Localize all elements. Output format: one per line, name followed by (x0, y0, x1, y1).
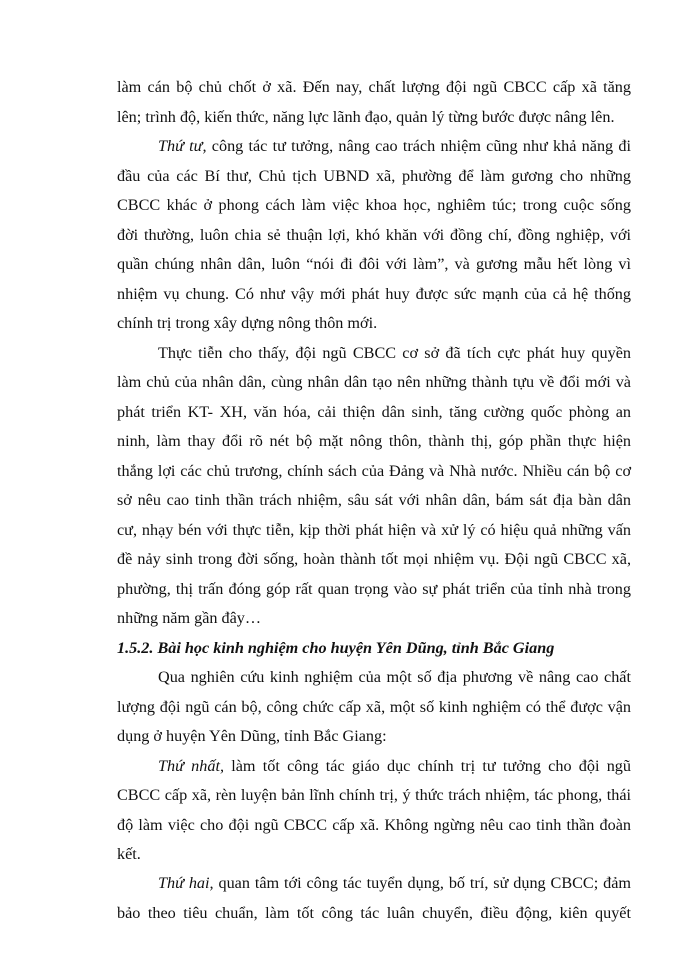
line-text: cư, nhạy bén với thực tiễn, kịp thời phát hiện và xử lý có hiệu quả những vấn (117, 521, 631, 539)
text-line (158, 873, 631, 893)
line-text: lên; trình độ, kiến thức, năng lực lãnh đạo, quản lý từng bước được nâng lên. (117, 108, 615, 126)
text-line (117, 284, 631, 304)
text-line (117, 313, 631, 333)
line-text: đầu của các Bí thư, Chủ tịch UBND xã, phường để làm gương cho những (117, 167, 631, 185)
heading-text: 1.5.2. Bài học kinh nghiệm cho huyện Yên Dũng, tỉnh Bắc Giang (117, 639, 555, 657)
text-line (117, 697, 631, 717)
text-line (117, 225, 631, 245)
text-line (117, 372, 631, 392)
text-line (158, 343, 631, 363)
line-emphasis: Thứ tư, (158, 137, 207, 155)
text-line (117, 461, 631, 481)
line-text: độ làm việc cho đội ngũ CBCC cấp xã. Không ngừng nêu cao tinh thần đoàn (117, 816, 631, 834)
line-text: thắng lợi các chủ trương, chính sách của Đảng và Nhà nước. Nhiều cán bộ cơ (117, 462, 631, 480)
line-emphasis: Thứ hai, (158, 874, 214, 892)
text-line (117, 520, 631, 540)
text-line (117, 107, 631, 127)
line-text: những năm gần đây… (117, 609, 262, 627)
text-line (158, 756, 631, 776)
line-text: nhiệm vụ chung. Có như vậy mới phát huy được sức mạnh của cả hệ thống (117, 285, 631, 303)
line-text: CBCC khác ở phong cách làm việc khoa học, nghiêm túc; trong cuộc sống (117, 196, 631, 214)
text-line (117, 815, 631, 835)
text-line (117, 77, 631, 97)
line-text: bảo theo tiêu chuẩn, làm tốt công tác luân chuyển, điều động, kiên quyết (117, 904, 631, 922)
text-line (117, 608, 631, 628)
line-text: sở nêu cao tinh thần trách nhiệm, sâu sát với nhân dân, bám sát địa bàn dân (117, 491, 631, 509)
line-text: phát triển KT- XH, văn hóa, cải thiện dân sinh, tăng cường quốc phòng an (117, 403, 631, 421)
line-text: làm cán bộ chủ chốt ở xã. Đến nay, chất lượng đội ngũ CBCC cấp xã tăng (117, 78, 631, 96)
line-text: lượng đội ngũ cán bộ, công chức cấp xã, một số kinh nghiệm có thể được vận (117, 698, 631, 716)
line-text: làm tốt công tác giáo dục chính trị tư tưởng cho đội ngũ (224, 757, 631, 775)
text-line (117, 402, 631, 422)
text-line (117, 726, 631, 746)
line-text: quan tâm tới công tác tuyển dụng, bố trí, sử dụng CBCC; đảm (213, 874, 631, 892)
text-line (117, 579, 631, 599)
text-line (158, 136, 631, 156)
line-text: ninh, làm thay đổi rõ nét bộ mặt nông thôn, thành thị, góp phần thực hiện (117, 432, 631, 450)
text-line (117, 195, 631, 215)
line-text: Thực tiễn cho thấy, đội ngũ CBCC cơ sở đã tích cực phát huy quyền (158, 344, 631, 362)
line-text: công tác tư tưởng, nâng cao trách nhiệm cũng như khả năng đi (206, 137, 631, 155)
line-text: đời thường, luôn chia sẻ thuận lợi, khó khăn với đồng chí, đồng nghiệp, với (117, 226, 631, 244)
line-text: kết. (117, 845, 141, 863)
line-text: Qua nghiên cứu kinh nghiệm của một số địa phương về nâng cao chất (158, 668, 631, 686)
text-line (117, 844, 631, 864)
text-line (117, 431, 631, 451)
line-text: chính trị trong xây dựng nông thôn mới. (117, 314, 378, 332)
line-text: dụng ở huyện Yên Dũng, tỉnh Bắc Giang: (117, 727, 387, 745)
text-line (117, 785, 631, 805)
line-emphasis: Thứ nhất, (158, 757, 224, 775)
line-text: phường, thị trấn đóng góp rất quan trọng vào sự phát triển của tỉnh nhà trong (117, 580, 631, 598)
text-line (117, 490, 631, 510)
line-text: làm chủ của nhân dân, cùng nhân dân tạo nên những thành tựu về đổi mới và (117, 373, 631, 391)
text-line (158, 667, 631, 687)
text-line (117, 903, 631, 923)
line-text: CBCC cấp xã, rèn luyện bản lĩnh chính trị, ý thức trách nhiệm, tác phong, thái (117, 786, 631, 804)
line-text: đề nảy sinh trong đời sống, hoàn thành tốt mọi nhiệm vụ. Đội ngũ CBCC xã, (117, 550, 631, 568)
text-line (117, 549, 631, 569)
text-line (117, 254, 631, 274)
line-text: quần chúng nhân dân, luôn “nói đi đôi với làm”, và gương mẫu hết lòng vì (117, 255, 631, 273)
section-heading (117, 638, 631, 658)
text-line (117, 166, 631, 186)
